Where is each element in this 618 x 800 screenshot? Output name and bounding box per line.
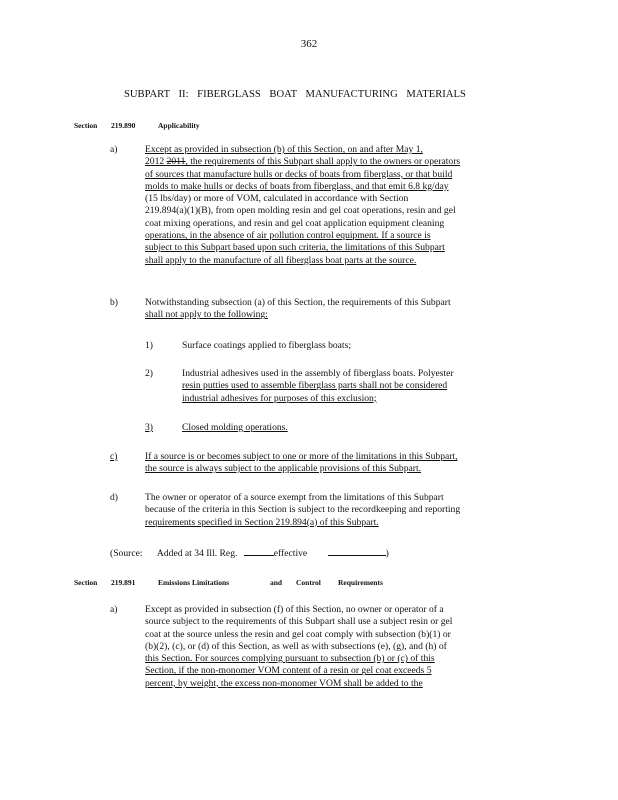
subparagraph-b3	[145, 422, 545, 436]
subpart-title: SUBPART II: FIBERGLASS BOAT MANUFACTURING MATERIALS	[124, 89, 466, 100]
section-heading-219-891	[74, 577, 414, 589]
text-line: shall apply to the manufacture of all fiberglass boat parts at the source.	[145, 254, 417, 266]
subparagraph-body	[182, 340, 351, 352]
subparagraph-label: 2)	[145, 368, 153, 379]
text-line: Except as provided in subsection (f) of this Section, no owner or operator of a	[145, 604, 444, 615]
section-title-part: Control	[296, 578, 321, 587]
paragraph-body	[145, 492, 460, 529]
text-line: because of the criteria in this Section is subject to the recordkeeping and reporting	[145, 504, 461, 516]
section-title: Applicability	[158, 121, 200, 130]
text-line: The owner or operator of a source exempt from the limitations of this Subpart	[145, 492, 444, 503]
blank-line	[328, 546, 386, 556]
paragraph-label: a)	[110, 604, 118, 615]
text-line: Section, if the non-monomer VOM content of a resin or gel coat exceeds 5	[145, 665, 432, 677]
paragraph-label: a)	[110, 144, 118, 155]
section-heading-219-890	[74, 120, 274, 132]
page-number: 362	[300, 38, 318, 50]
section-title-part: Emissions Limitations	[158, 578, 230, 587]
section-number: 219.890	[111, 121, 136, 130]
section-label: Section	[74, 121, 98, 130]
paragraph-label: c)	[110, 451, 118, 462]
text-line: Surface coatings applied to fiberglass boats;	[182, 340, 352, 351]
source-effective: effective	[273, 548, 308, 559]
text-line: If a source is or becomes subject to one or more of the limitations in this Subpart,	[145, 451, 458, 462]
text-line: Notwithstanding subsection (a) of this Section, the requirements of this Subpart	[145, 297, 451, 308]
text-line: shall not apply to the following:	[145, 309, 268, 321]
section-title-part: Requirements	[338, 578, 383, 587]
source-close: )	[385, 548, 389, 559]
text-line: Except as provided in subsection (b) of this Section, on and after May 1,	[145, 144, 423, 155]
text-line: coat at the source unless the resin and gel coat comply with subsection (b)(1) or	[145, 628, 451, 640]
source-prefix: (Source:	[110, 548, 143, 559]
text-line: coat mixing operations, and resin and gel coat application equipment cleaning	[145, 217, 445, 229]
text-line: Closed molding operations.	[182, 422, 288, 433]
text-fragment: , the requirements of this Subpart shall apply to the owners or operators	[185, 156, 461, 168]
paragraph-891-a	[110, 604, 540, 694]
subparagraph-label: 1)	[145, 340, 153, 351]
subparagraph-body	[182, 422, 288, 434]
paragraph-label: d)	[110, 492, 118, 503]
section-title-part: and	[270, 578, 283, 587]
text-line: (15 lbs/day) or more of VOM, calculated in accordance with Section	[145, 193, 409, 205]
text-line: Industrial adhesives used in the assembly of fiberglass boats. Polyester	[182, 368, 454, 379]
paragraph-label: b)	[110, 297, 118, 308]
text-line: requirements specified in Section 219.894(a) of this Subpart.	[145, 516, 379, 528]
subparagraph-label: 3)	[145, 422, 153, 433]
text-fragment: 2012	[145, 156, 167, 168]
subparagraph-b2	[145, 368, 545, 408]
paragraph-body	[145, 604, 452, 690]
paragraph-d	[110, 492, 540, 532]
text-line: resin putties used to assemble fiberglass parts shall not be considered	[182, 380, 448, 392]
text-line: subject to this Subpart based upon such criteria, the limitations of this Subpart	[145, 242, 445, 254]
source-note	[110, 546, 389, 560]
source-added: Added at 34 Ill. Reg.	[156, 548, 238, 559]
paragraph-a	[110, 144, 540, 274]
text-line: source subject to the requirements of this Subpart shall use a subject resin or gel	[145, 616, 453, 628]
section-label: Section	[74, 578, 98, 587]
text-line: operations, in the absence of air pollution control equipment. If a source is	[145, 230, 431, 242]
text-line: molds to make hulls or decks of boats from fiberglass, and that emit 6.8 kg/day	[145, 180, 449, 192]
text-line	[145, 156, 460, 168]
struck-text: 2011	[166, 156, 186, 168]
text-line: (b)(2), (c), or (d) of this Section, as well as with subsections (e), (g), and (h) of	[145, 640, 447, 652]
paragraph-body	[145, 144, 460, 267]
paragraph-b	[110, 297, 540, 327]
section-number: 219.891	[111, 578, 136, 587]
subparagraph-body	[182, 368, 454, 405]
blank-line	[244, 546, 274, 556]
paragraph-c	[110, 451, 540, 479]
text-line: industrial adhesives for purposes of this exclusion;	[182, 392, 377, 404]
subparagraph-b1	[145, 340, 545, 354]
text-line: 219.894(a)(1)(B), from open molding resin and gel coat operations, resin and gel	[145, 205, 456, 217]
paragraph-body	[145, 297, 451, 322]
paragraph-body	[145, 451, 458, 476]
text-line: of sources that manufacture hulls or decks of boats from fiberglass, or that build	[145, 168, 453, 180]
text-line: this Section. For sources complying pursuant to subsection (b) or (c) of this	[145, 653, 435, 665]
text-line: percent, by weight, the excess non-monomer VOM shall be added to the	[145, 677, 423, 689]
text-line: the source is always subject to the applicable provisions of this Subpart.	[145, 463, 422, 475]
